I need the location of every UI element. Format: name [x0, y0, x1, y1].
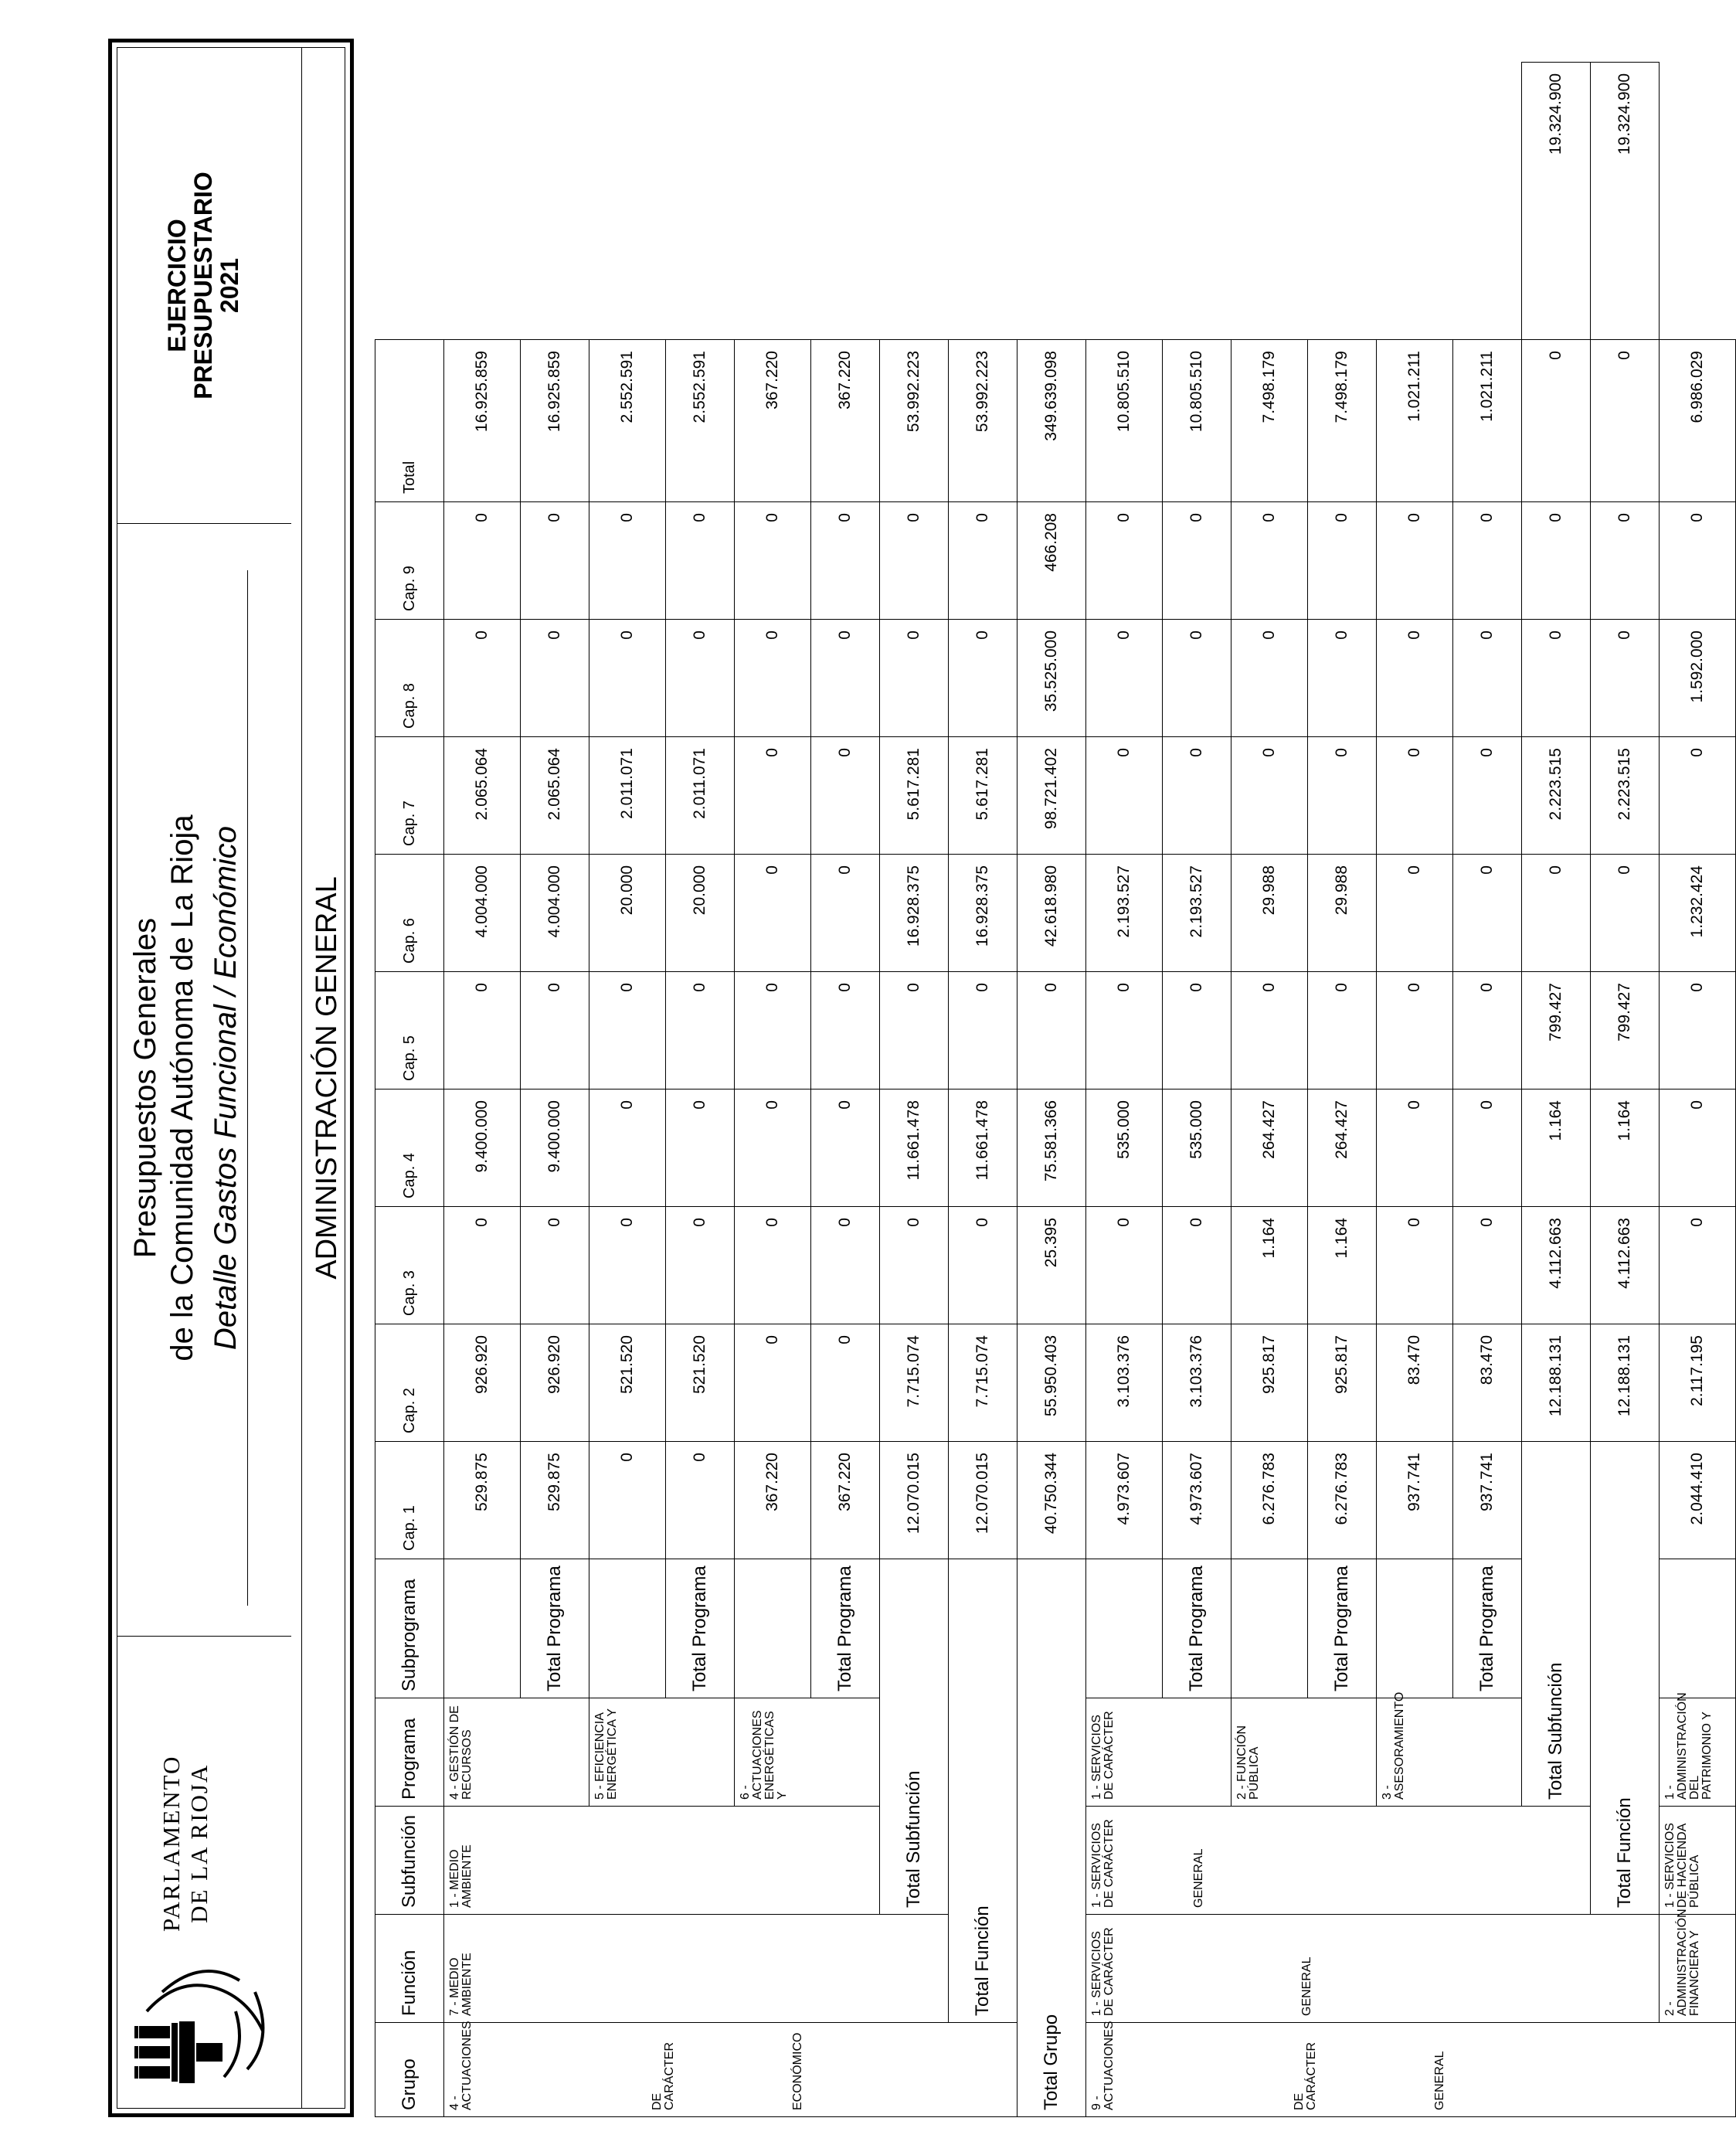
total-value: 6.986.029 [1660, 340, 1736, 502]
total-value: 53.992.223 [880, 340, 949, 502]
programa-cell: 3 - ASESORAMIENTO [1377, 1698, 1522, 1807]
cap9-value: 0 [949, 502, 1017, 620]
cap5-value: 0 [1522, 855, 1591, 972]
cap7-value: 0 [1453, 737, 1522, 855]
logo-line-1: PARLAMENTO [158, 1755, 185, 1932]
grupo-label-cont: DE CARÁCTER [651, 2041, 676, 2110]
col-header-cap4: Cap. 4 [375, 1089, 444, 1207]
cap7-value: 0 [1591, 620, 1660, 737]
table-header-row [375, 63, 444, 2117]
cap6-value: 42.618.980 [1017, 855, 1086, 972]
cap8-value: 0 [444, 620, 521, 737]
cap7-value: 0 [1660, 737, 1736, 855]
total-value: 349.639.098 [1017, 340, 1086, 502]
table-row [1086, 63, 1163, 2117]
cap2-value: 0 [811, 1324, 880, 1442]
cap2-value: 7.715.074 [880, 1324, 949, 1442]
cap3-value: 0 [589, 1207, 666, 1324]
total-programa-label: Total Programa [1308, 1559, 1377, 1698]
cap8-value: 1.592.000 [1660, 620, 1736, 737]
cap1-value: 0 [589, 1442, 666, 1559]
col-header-cap5: Cap. 5 [375, 972, 444, 1089]
cap5-value: 0 [666, 972, 735, 1089]
cap9-value: 0 [1453, 502, 1522, 620]
cap7-value: 0 [1308, 737, 1377, 855]
col-header-cap8: Cap. 8 [375, 620, 444, 737]
cap8-value: 0 [1308, 620, 1377, 737]
cap2-value: 7.715.074 [949, 1324, 1017, 1442]
cap2-value: 925.817 [1232, 1324, 1308, 1442]
cap4-value: 11.661.478 [949, 1089, 1017, 1207]
cap7-value: 0 [1522, 620, 1591, 737]
cap8-value: 0 [1377, 620, 1453, 737]
total-value: 16.925.859 [444, 340, 521, 502]
cap3-value: 0 [1660, 1207, 1736, 1324]
cap2-value: 926.920 [521, 1324, 589, 1442]
subfuncion-cell [1086, 1807, 1591, 1915]
cap8-value: 0 [666, 620, 735, 737]
cap5-value: 0 [1308, 972, 1377, 1089]
cap3-value: 0 [735, 1207, 811, 1324]
cap3-value: 1.164 [1522, 1089, 1591, 1207]
cap2-value: 55.950.403 [1017, 1324, 1086, 1442]
cap2-value: 3.103.376 [1163, 1324, 1232, 1442]
cap1-value: 0 [666, 1442, 735, 1559]
cap5-value: 0 [444, 972, 521, 1089]
col-header-total: Total [375, 340, 444, 502]
grupo-label: 4 - ACTUACIONES [448, 2021, 474, 2110]
cap1-value: 12.188.131 [1591, 1324, 1660, 1442]
cap8-value: 0 [1086, 620, 1163, 737]
fiscal-year-label-2: PRESUPUESTARIO [189, 172, 217, 399]
total-value: 7.498.179 [1308, 340, 1377, 502]
cap2-value: 4.112.663 [1522, 1207, 1591, 1324]
cap4-value: 264.427 [1308, 1089, 1377, 1207]
cap4-value: 799.427 [1522, 972, 1591, 1089]
cap7-value: 5.617.281 [880, 737, 949, 855]
cap2-value: 4.112.663 [1591, 1207, 1660, 1324]
cap6-value: 16.928.375 [949, 855, 1017, 972]
document-title-line-2: de la Comunidad Autónoma de La Rioja [165, 814, 199, 1361]
col-header-grupo: Grupo [375, 2023, 444, 2117]
cap3-value: 0 [949, 1207, 1017, 1324]
cap9-value: 0 [444, 502, 521, 620]
col-header-programa: Programa [375, 1698, 444, 1807]
col-header-funcion: Función [375, 1915, 444, 2023]
total-subfuncion-label: Total Subfunción [1522, 1442, 1591, 1807]
fiscal-year-label-1: EJERCICIO [163, 219, 191, 352]
cap4-value: 9.400.000 [444, 1089, 521, 1207]
cap3-value: 0 [521, 1207, 589, 1324]
cap9-value: 0 [1660, 502, 1736, 620]
cap3-value: 0 [880, 1207, 949, 1324]
grupo-cell [444, 2023, 1017, 2117]
subfuncion-label: 1 - SERVICIOS DE CARÁCTER [1090, 1819, 1116, 1908]
cap9-value: 0 [1591, 340, 1660, 502]
cap7-value: 5.617.281 [949, 737, 1017, 855]
cap9-value: 0 [1377, 502, 1453, 620]
cap9-value: 0 [589, 502, 666, 620]
cap1-value: 12.070.015 [949, 1442, 1017, 1559]
cap8-value: 0 [1591, 502, 1660, 620]
programa-cell: 2 - FUNCIÓN PÚBLICA [1232, 1698, 1377, 1807]
cap4-value: 0 [1660, 1089, 1736, 1207]
total-programa-label: Total Programa [1453, 1559, 1522, 1698]
col-header-cap3: Cap. 3 [375, 1207, 444, 1324]
total-funcion-label: Total Función [1591, 1442, 1660, 1915]
cap9-value: 0 [521, 502, 589, 620]
cap3-value: 0 [444, 1207, 521, 1324]
cap6-value: 0 [1377, 855, 1453, 972]
cap4-value: 11.661.478 [880, 1089, 949, 1207]
cap8-value: 0 [1232, 620, 1308, 737]
cap3-value: 0 [1163, 1207, 1232, 1324]
parliament-emblem-icon [131, 1953, 278, 2085]
cap6-value: 20.000 [589, 855, 666, 972]
subprograma-cell [444, 1559, 521, 1698]
total-value: 19.324.900 [1522, 63, 1591, 340]
cap2-value: 521.520 [666, 1324, 735, 1442]
cap3-value: 0 [1086, 1207, 1163, 1324]
cap8-value: 0 [1453, 620, 1522, 737]
cap4-value: 0 [811, 1089, 880, 1207]
subfuncion-label-cont: GENERAL [1192, 1848, 1205, 1908]
col-header-subprograma: Subprograma [375, 1559, 444, 1698]
cap8-value: 0 [735, 620, 811, 737]
cap8-value: 0 [811, 620, 880, 737]
cap4-value: 9.400.000 [521, 1089, 589, 1207]
cap8-value: 35.525.000 [1017, 620, 1086, 737]
total-grupo-label: Total Grupo [1017, 1559, 1086, 2117]
col-header-cap9: Cap. 9 [375, 502, 444, 620]
cap7-value: 98.721.402 [1017, 737, 1086, 855]
section-title: ADMINISTRACIÓN GENERAL [301, 48, 352, 2108]
total-value: 7.498.179 [1232, 340, 1308, 502]
cap3-value: 0 [666, 1207, 735, 1324]
cap3-value: 1.164 [1591, 1089, 1660, 1207]
programa-cell: 1 - ADMINISTRACIÓN DEL PATRIMONIO Y [1660, 1698, 1736, 1807]
cap5-value: 0 [1086, 972, 1163, 1089]
col-header-subfuncion: Subfunción [375, 1807, 444, 1915]
cap8-value: 0 [521, 620, 589, 737]
logo-box [117, 1636, 291, 2108]
cap1-value: 529.875 [444, 1442, 521, 1559]
grupo-label-cont: ECONÓMICO [791, 2032, 804, 2110]
cap6-value: 2.223.515 [1522, 737, 1591, 855]
cap4-value: 0 [666, 1089, 735, 1207]
cap9-value: 0 [880, 502, 949, 620]
funcion-label: 1 - SERVICIOS DE CARÁCTER [1090, 1927, 1116, 2016]
cap1-value: 6.276.783 [1308, 1442, 1377, 1559]
title-box [117, 539, 291, 1637]
total-value: 1.021.211 [1377, 340, 1453, 502]
cap3-value: 0 [811, 1207, 880, 1324]
col-header-cap6: Cap. 6 [375, 855, 444, 972]
programa-cell: 5 - EFICIENCIA ENERGÉTICA Y [589, 1698, 735, 1807]
cap9-value: 0 [1308, 502, 1377, 620]
total-value: 10.805.510 [1163, 340, 1232, 502]
cap1-value: 12.070.015 [880, 1442, 949, 1559]
cap5-value: 0 [949, 972, 1017, 1089]
cap6-value: 0 [735, 855, 811, 972]
subfuncion-cell: 1 - SERVICIOS DE HACIENDA PÚBLICA [1660, 1807, 1736, 1915]
subprograma-cell [589, 1559, 666, 1698]
budget-table [375, 62, 1736, 2117]
budget-table-wrap [375, 39, 1736, 2117]
cap9-value: 0 [1522, 340, 1591, 502]
cap9-value: 0 [811, 502, 880, 620]
cap6-value: 0 [1453, 855, 1522, 972]
total-value: 1.021.211 [1453, 340, 1522, 502]
logo-line-2: DE LA RIOJA [185, 1763, 212, 1923]
cap1-value: 367.220 [811, 1442, 880, 1559]
cap8-value: 0 [1522, 502, 1591, 620]
cap6-value: 4.004.000 [521, 855, 589, 972]
cap4-value: 799.427 [1591, 972, 1660, 1089]
cap1-value: 4.973.607 [1086, 1442, 1163, 1559]
cap2-value: 925.817 [1308, 1324, 1377, 1442]
cap6-value: 1.232.424 [1660, 855, 1736, 972]
cap1-value: 367.220 [735, 1442, 811, 1559]
cap2-value: 0 [735, 1324, 811, 1442]
total-funcion-label: Total Función [949, 1559, 1017, 2023]
cap1-value: 529.875 [521, 1442, 589, 1559]
cap5-value: 0 [880, 972, 949, 1089]
cap5-value: 0 [1163, 972, 1232, 1089]
cap5-value: 0 [1453, 972, 1522, 1089]
cap3-value: 25.395 [1017, 1207, 1086, 1324]
cap3-value: 1.164 [1232, 1207, 1308, 1324]
total-value: 2.552.591 [666, 340, 735, 502]
header-frame [117, 47, 345, 2109]
cap4-value: 0 [1453, 1089, 1522, 1207]
table-row [1660, 63, 1736, 2117]
cap2-value: 926.920 [444, 1324, 521, 1442]
cap6-value: 16.928.375 [880, 855, 949, 972]
cap5-value: 0 [1660, 972, 1736, 1089]
cap2-value: 2.117.195 [1660, 1324, 1736, 1442]
cap1-value: 12.188.131 [1522, 1324, 1591, 1442]
cap6-value: 0 [811, 855, 880, 972]
col-header-cap1: Cap. 1 [375, 1442, 444, 1559]
table-row [949, 63, 1017, 2117]
total-value: 19.324.900 [1591, 63, 1660, 340]
cap4-value: 75.581.366 [1017, 1089, 1086, 1207]
cap5-value: 0 [1377, 972, 1453, 1089]
cap9-value: 0 [1163, 502, 1232, 620]
cap7-value: 0 [1086, 737, 1163, 855]
funcion-label-cont: GENERAL [1300, 1956, 1313, 2016]
total-value: 10.805.510 [1086, 340, 1163, 502]
total-programa-label: Total Programa [521, 1559, 589, 1698]
cap7-value: 0 [735, 737, 811, 855]
cap3-value: 0 [1453, 1207, 1522, 1324]
cap3-value: 1.164 [1308, 1207, 1377, 1324]
cap4-value: 0 [1377, 1089, 1453, 1207]
cap7-value: 0 [1232, 737, 1308, 855]
cap9-value: 0 [1232, 502, 1308, 620]
table-row [880, 63, 949, 2117]
total-subfuncion-label: Total Subfunción [880, 1559, 949, 1915]
cap6-value: 29.988 [1308, 855, 1377, 972]
document-subtitle: Detalle Gastos Funcional / Económico [209, 825, 243, 1351]
table-row [444, 63, 521, 2117]
cap5-value: 0 [735, 972, 811, 1089]
cap7-value: 0 [1163, 737, 1232, 855]
cap4-value: 535.000 [1163, 1089, 1232, 1207]
grupo-label: 9 - ACTUACIONES [1090, 2021, 1116, 2110]
cap6-value: 2.223.515 [1591, 737, 1660, 855]
fiscal-year-value: 2021 [216, 257, 243, 314]
cap1-value: 937.741 [1377, 1442, 1453, 1559]
cap5-value: 0 [1591, 855, 1660, 972]
table-row [1017, 63, 1086, 2117]
cap4-value: 0 [589, 1089, 666, 1207]
table-row [1591, 63, 1660, 2117]
cap1-value: 4.973.607 [1163, 1442, 1232, 1559]
cap8-value: 0 [880, 620, 949, 737]
subprograma-cell [1232, 1559, 1308, 1698]
cap4-value: 535.000 [1086, 1089, 1163, 1207]
grupo-label-cont: GENERAL [1433, 2051, 1446, 2110]
cap8-value: 0 [589, 620, 666, 737]
cap8-value: 0 [1163, 620, 1232, 737]
programa-cell: 6 - ACTUACIONES ENERGÉTICAS Y [735, 1698, 880, 1807]
programa-cell: 1 - SERVICIOS DE CARÁCTER [1086, 1698, 1232, 1807]
col-header-cap2: Cap. 2 [375, 1324, 444, 1442]
cap7-value: 2.065.064 [444, 737, 521, 855]
total-value: 367.220 [811, 340, 880, 502]
cap6-value: 20.000 [666, 855, 735, 972]
subprograma-cell [1377, 1559, 1453, 1698]
cap5-value: 0 [1017, 972, 1086, 1089]
total-value: 16.925.859 [521, 340, 589, 502]
cap1-value: 6.276.783 [1232, 1442, 1308, 1559]
cap4-value: 264.427 [1232, 1089, 1308, 1207]
total-programa-label: Total Programa [811, 1559, 880, 1698]
funcion-cell [1086, 1915, 1660, 2023]
total-value: 53.992.223 [949, 340, 1017, 502]
cap2-value: 83.470 [1377, 1324, 1453, 1442]
grupo-label-cont: DE CARÁCTER [1293, 2041, 1318, 2110]
cap8-value: 0 [949, 620, 1017, 737]
cap1-value: 937.741 [1453, 1442, 1522, 1559]
programa-cell: 4 - GESTIÓN DE RECURSOS [444, 1698, 589, 1807]
grupo-cell [1086, 2023, 1736, 2117]
cap5-value: 0 [1232, 972, 1308, 1089]
cap7-value: 0 [811, 737, 880, 855]
cap6-value: 4.004.000 [444, 855, 521, 972]
cap9-value: 466.208 [1017, 502, 1086, 620]
funcion-cell: 7 - MEDIO AMBIENTE [444, 1915, 949, 2023]
cap9-value: 0 [666, 502, 735, 620]
total-programa-label: Total Programa [1163, 1559, 1232, 1698]
total-value: 367.220 [735, 340, 811, 502]
logo-text [158, 1756, 213, 1932]
cap6-value: 2.193.527 [1163, 855, 1232, 972]
cap7-value: 2.011.071 [666, 737, 735, 855]
cap2-value: 521.520 [589, 1324, 666, 1442]
cap6-value: 2.193.527 [1086, 855, 1163, 972]
total-programa-label: Total Programa [666, 1559, 735, 1698]
cap3-value: 0 [1377, 1207, 1453, 1324]
cap1-value: 40.750.344 [1017, 1442, 1086, 1559]
cap7-value: 2.011.071 [589, 737, 666, 855]
subprograma-cell [735, 1559, 811, 1698]
subfuncion-cell: 1 - MEDIO AMBIENTE [444, 1807, 880, 1915]
document-sheet [108, 39, 1714, 2117]
document-header [108, 39, 354, 2117]
subprograma-cell [1086, 1559, 1163, 1698]
funcion-cell: 2 - ADMINISTRACIÓN FINANCIERA Y [1660, 1915, 1736, 2023]
cap6-value: 29.988 [1232, 855, 1308, 972]
cap4-value: 0 [735, 1089, 811, 1207]
cap7-value: 0 [1377, 737, 1453, 855]
cap2-value: 3.103.376 [1086, 1324, 1163, 1442]
cap5-value: 0 [521, 972, 589, 1089]
cap9-value: 0 [1086, 502, 1163, 620]
title-divider [247, 570, 248, 1606]
cap2-value: 83.470 [1453, 1324, 1522, 1442]
subprograma-cell [1660, 1559, 1736, 1698]
total-value: 2.552.591 [589, 340, 666, 502]
cap5-value: 0 [589, 972, 666, 1089]
cap9-value: 0 [735, 502, 811, 620]
col-header-cap7: Cap. 7 [375, 737, 444, 855]
cap5-value: 0 [811, 972, 880, 1089]
cap1-value: 2.044.410 [1660, 1442, 1736, 1559]
document-title-line-1: Presupuestos Generales [128, 917, 162, 1259]
cap7-value: 2.065.064 [521, 737, 589, 855]
fiscal-year-box [117, 48, 291, 524]
